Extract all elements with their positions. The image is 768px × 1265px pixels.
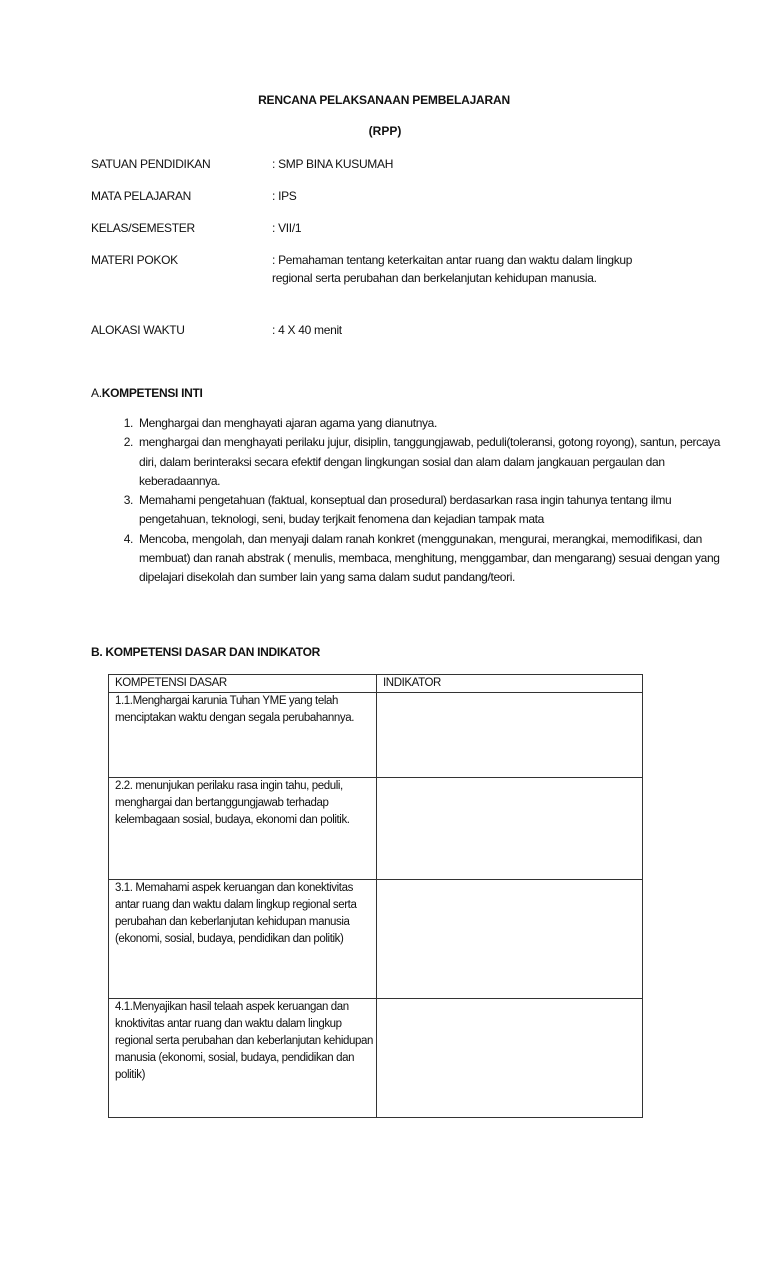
kompetensi-dasar-table <box>108 674 643 1118</box>
column-header-kompetensi-dasar: KOMPETENSI DASAR <box>109 675 377 693</box>
section-a-title: KOMPETENSI INTI <box>101 386 203 400</box>
identity-label: KELAS/SEMESTER <box>91 221 195 235</box>
kd-cell: 4.1.Menyajikan hasil telaah aspek keruangan dan knoktivitas antar ruang dan waktu dalam lingkup regional serta perubahan dan keberlanjutan kehidupan manusia (ekonomi, sosial, budaya, pendidikan dan politik) <box>109 999 377 1118</box>
kompetensi-inti-list <box>91 414 726 588</box>
list-item: 4. Mencoba, mengolah, dan menyaji dalam ranah konkret (menggunakan, mengurai, merangkai, memodifikasi, dan membuat) dan ranah abstrak ( menulis, membaca, menghitung, menggambar, dan mengarang) sesuai dengan yang dipelajari disekolah dan sumber lain yang sama dalam sudut pandang/teori. <box>136 530 726 588</box>
section-b-title: B. KOMPETENSI DASAR DAN INDIKATOR <box>91 645 320 659</box>
indikator-cell <box>377 693 643 778</box>
identity-label: SATUAN PENDIDIKAN <box>91 157 211 171</box>
identity-label: ALOKASI WAKTU <box>91 323 185 337</box>
identity-label: MATERI POKOK <box>91 253 178 267</box>
table-row <box>109 999 643 1118</box>
indikator-cell <box>377 999 643 1118</box>
identity-label: MATA PELAJARAN <box>91 189 192 203</box>
table-row <box>109 778 643 880</box>
table-row <box>109 693 643 778</box>
identity-value: : Pemahaman tentang keterkaitan antar ruang dan waktu dalam lingkup regional serta perubahan dan berkelanjutan kehidupan manusia. <box>272 253 633 285</box>
section-a-heading <box>91 384 203 402</box>
identity-value: : VII/1 <box>272 221 302 235</box>
document-subtitle: (RPP) <box>368 124 402 138</box>
identity-value: : SMP BINA KUSUMAH <box>272 157 394 171</box>
table-header-row <box>109 675 643 693</box>
indikator-cell <box>377 778 643 880</box>
list-item: 3. Memahami pengetahuan (faktual, konseptual dan prosedural) berdasarkan rasa ingin tahunya tentang ilmu pengetahuan, teknologi, seni, buday terjkait fenomena dan kejadian tampak mata <box>136 491 726 530</box>
table-row <box>109 880 643 999</box>
list-item: 2. menghargai dan menghayati perilaku jujur, disiplin, tanggungjawab, peduli(toleransi, gotong royong), santun, percaya diri, dalam berinteraksi secara efektif dengan lingkungan sosial dan alam dalam jangkauan pergaulan dan keberadaannya. <box>136 433 726 491</box>
identity-value: : 4 X 40 menit <box>272 323 342 337</box>
indikator-cell <box>377 880 643 999</box>
kd-cell: 2.2. menunjukan perilaku rasa ingin tahu, peduli, menghargai dan bertanggungjawab terhadap kelembagaan sosial, budaya, ekonomi dan politik. <box>109 778 377 880</box>
kd-cell: 3.1. Memahami aspek keruangan dan konektivitas antar ruang dan waktu dalam lingkup regional serta perubahan dan keberlanjutan kehidupan manusia (ekonomi, sosial, budaya, pendidikan dan politik) <box>109 880 377 999</box>
list-item: 1. Menghargai dan menghayati ajaran agama yang dianutnya. <box>136 414 726 433</box>
section-a-prefix: A. <box>91 386 102 400</box>
kd-cell: 1.1.Menghargai karunia Tuhan YME yang telah menciptakan waktu dengan segala perubahannya. <box>109 693 377 778</box>
column-header-indikator: INDIKATOR <box>377 675 643 693</box>
identity-value: : IPS <box>272 189 297 203</box>
section-b-heading <box>91 643 320 661</box>
document-title: RENCANA PELAKSANAAN PEMBELAJARAN <box>258 93 510 107</box>
